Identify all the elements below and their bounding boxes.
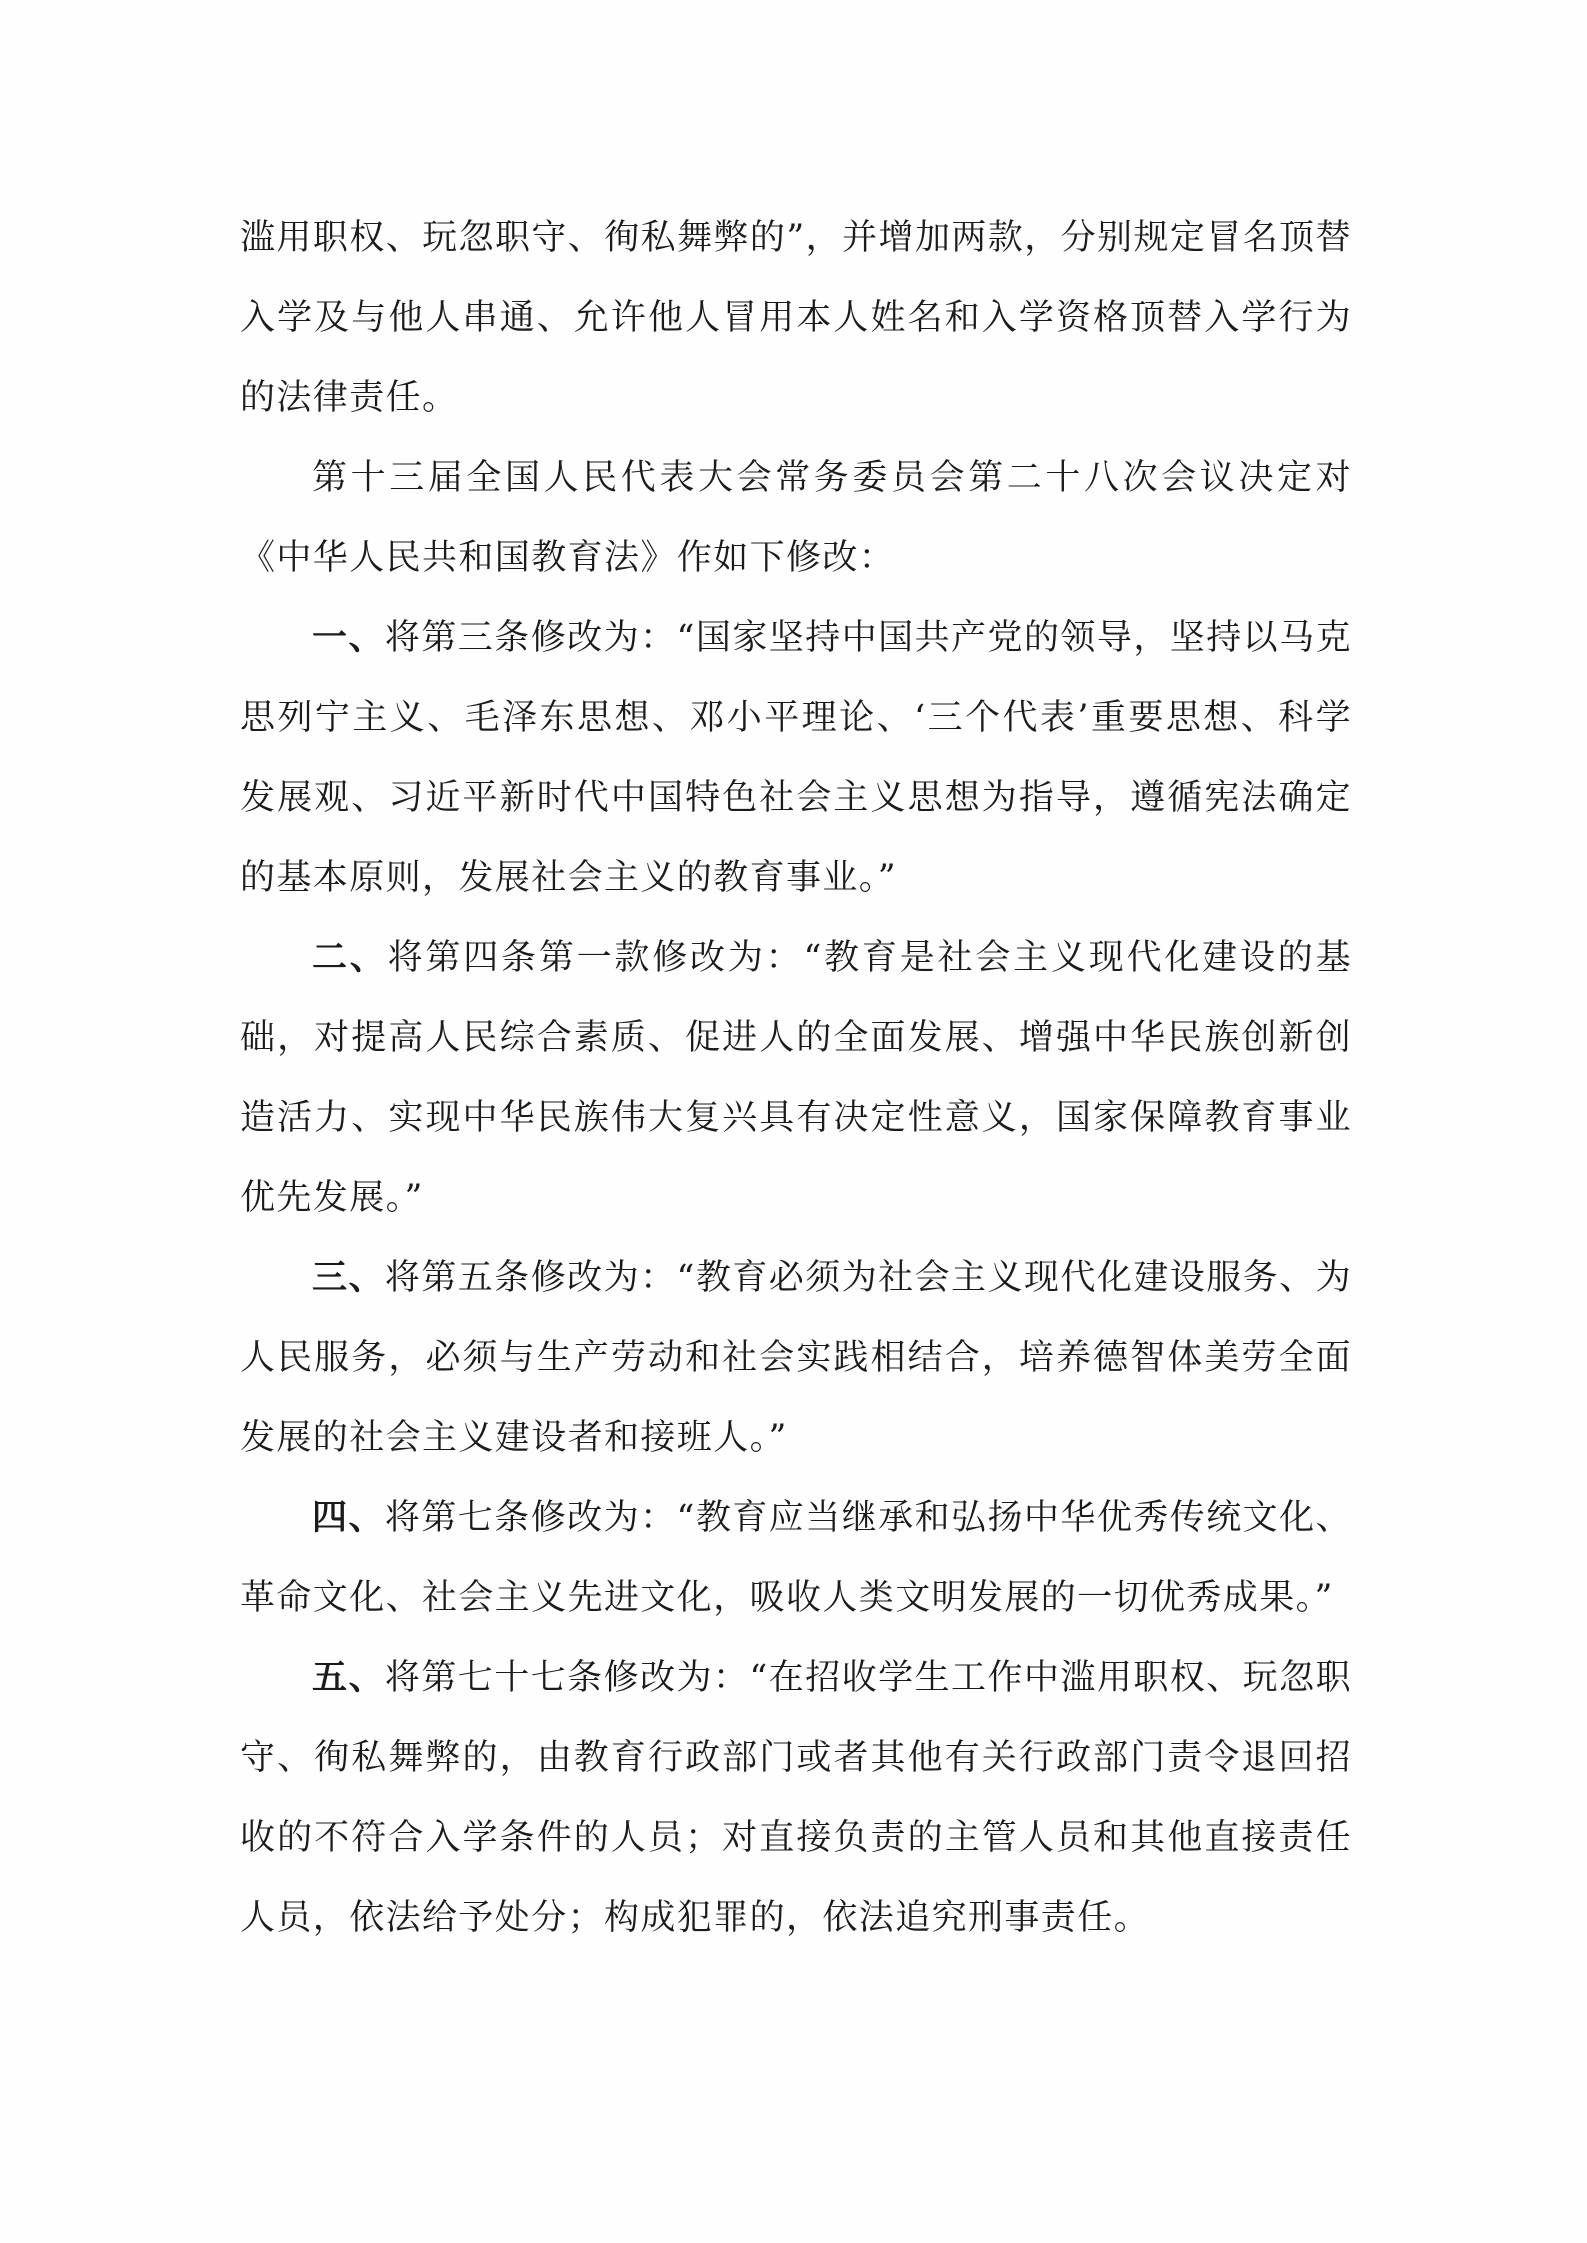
paragraph-continued bbox=[240, 198, 1352, 438]
document-body bbox=[240, 198, 1352, 1958]
paragraph-item-2 bbox=[240, 918, 1352, 1238]
item-number: 五、 bbox=[312, 1657, 385, 1698]
paragraph-text: 将第三条修改为：“国家坚持中国共产党的领导，坚持以马克思列宁主义、毛泽东思想、邓小平理论、‘三个代表’重要思想、科学发展观、习近平新时代中国特色社会主义思想为指导，遵循宪法确定的基本原则，发展社会主义的教育事业。” bbox=[240, 618, 1352, 898]
paragraph-text: 将第五条修改为：“教育必须为社会主义现代化建设服务、为人民服务，必须与生产劳动和社会实践相结合，培养德智体美劳全面发展的社会主义建设者和接班人。” bbox=[240, 1258, 1352, 1458]
paragraph-item-5 bbox=[240, 1638, 1352, 1958]
paragraph-item-3 bbox=[240, 1238, 1352, 1478]
paragraph-item-1 bbox=[240, 598, 1352, 918]
paragraph-item-4 bbox=[240, 1478, 1352, 1638]
paragraph-text: 将第七十七条修改为：“在招收学生工作中滥用职权、玩忽职守、徇私舞弊的，由教育行政部门或者其他有关行政部门责令退回招收的不符合入学条件的人员；对直接负责的主管人员和其他直接责任人员，依法给予处分；构成犯罪的，依法追究刑事责任。 bbox=[240, 1658, 1352, 1938]
item-number: 四、 bbox=[312, 1497, 385, 1538]
paragraph-text: 滥用职权、玩忽职守、徇私舞弊的”，并增加两款，分别规定冒名顶替入学及与他人串通、允许他人冒用本人姓名和入学资格顶替入学行为的法律责任。 bbox=[240, 218, 1352, 418]
paragraph-text: 将第四条第一款修改为：“教育是社会主义现代化建设的基础，对提高人民综合素质、促进人的全面发展、增强中华民族创新创造活力、实现中华民族伟大复兴具有决定性意义，国家保障教育事业优先发展。” bbox=[240, 938, 1352, 1218]
paragraph-text: 将第七条修改为：“教育应当继承和弘扬中华优秀传统文化、革命文化、社会主义先进文化，吸收人类文明发展的一切优秀成果。” bbox=[240, 1498, 1352, 1618]
item-number: 三、 bbox=[312, 1257, 385, 1298]
item-number: 一、 bbox=[312, 617, 385, 658]
paragraph-decision bbox=[240, 438, 1352, 598]
item-number: 二、 bbox=[312, 937, 388, 978]
paragraph-text: 第十三届全国人民代表大会常务委员会第二十八次会议决定对《中华人民共和国教育法》作如下修改： bbox=[240, 458, 1352, 578]
